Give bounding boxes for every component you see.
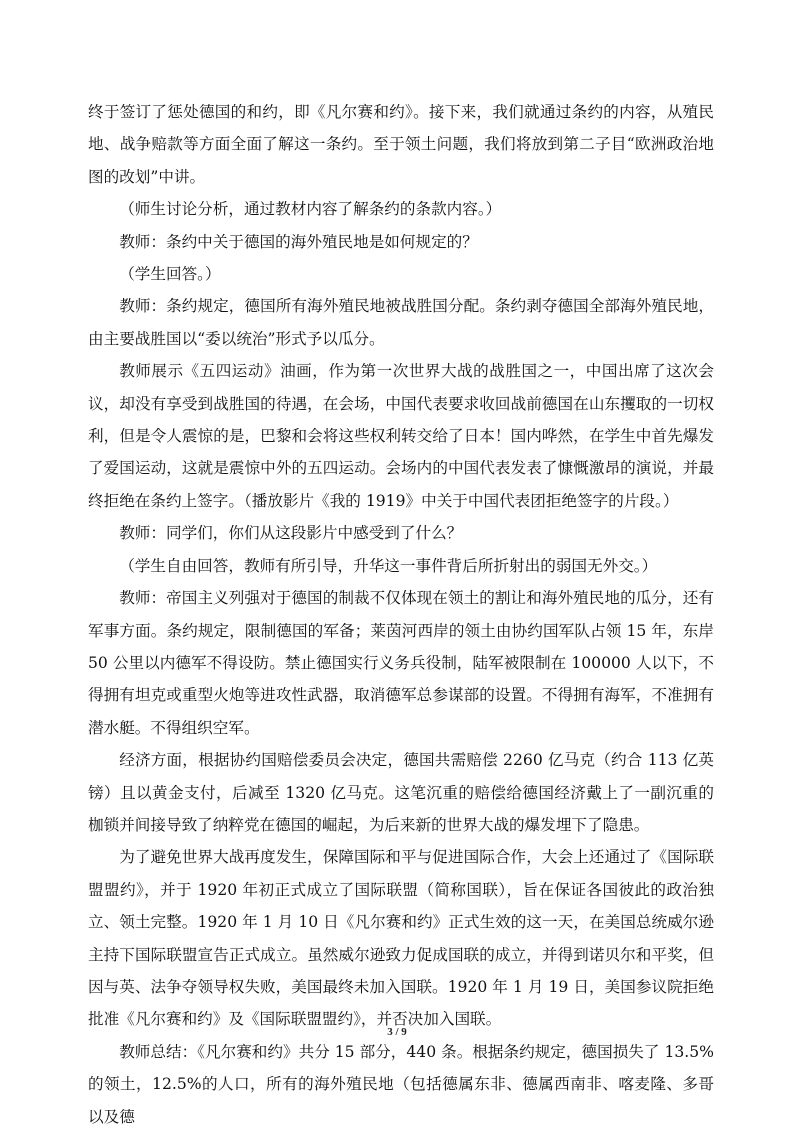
paragraph-4: （学生回答。） (119, 265, 221, 284)
paragraph-1: 终于签订了惩处德国的和约，即《凡尔赛和约》。接下来，我们就通过条约的内容，从殖民地、战争赔款等方面全面了解这一条约。至于领土问题，我们将放到第二子目“欧洲政治地图的改划”中讲。 (88, 103, 714, 186)
paragraph-5: 教师：条约规定，德国所有海外殖民地被战胜国分配。条约剥夺德国全部海外殖民地，由主要战胜国以“委以统治”形式予以瓜分。 (88, 297, 714, 348)
paragraph-2: （师生讨论分析，通过教材内容了解条约的条款内容。） (119, 200, 502, 219)
paragraph-10: 经济方面，根据协约国赔偿委员会决定，德国共需赔偿 2260 亿马克（约合 113 亿英镑）且以黄金支付，后减至 1320 亿马克。这笔沉重的赔偿给德国经济戴上了一副沉重的枷锁并间接导致了纳粹党在德国的崛起，为后来新的世界大战的爆发埋下了隐患。 (88, 751, 714, 834)
paragraph-6: 教师展示《五四运动》油画，作为第一次世界大战的战胜国之一，中国出席了这次会议，却没有享受到战胜国的待遇，在会场，中国代表要求收回战前德国在山东攫取的一切权利，但是令人震惊的是，巴黎和会将这些权利转交给了日本！国内哗然，在学生中首先爆发了爱国运动，这就是震惊中外的五四运动。会场内的中国代表发表了慷慨激昂的演说，并最终拒绝在条约上签字。（播放影片《我的 1919》中关于中国代表团拒绝签字的片段。） (88, 362, 714, 510)
page-number: 3 / 9 (387, 1026, 407, 1038)
paragraph-3: 教师：条约中关于德国的海外殖民地是如何规定的？ (119, 232, 478, 251)
paragraph-8: （学生自由回答，教师有所引导，升华这一事件背后所折射出的弱国无外交。） (119, 556, 658, 575)
paragraph-11: 为了避免世界大战再度发生，保障国际和平与促进国际合作，大会上还通过了《国际联盟盟约》，并于 1920 年初正式成立了国际联盟（简称国联），旨在保证各国彼此的政治独立、领土完整。1920 年 1 月 10 日《凡尔赛和约》正式生效的这一天，在美国总统威尔逊主持下国际联盟宣告正式成立。虽然威尔逊致力促成国联的成立，并得到诺贝尔和平奖，但因与英、法争夺领导权失败，美国最终未加入国联。1920 年 1 月 19 日，美国参议院拒绝批准《凡尔赛和约》及《国际联盟盟约》，并否决加入国联。 (88, 848, 714, 1029)
paragraph-9: 教师：帝国主义列强对于德国的制裁不仅体现在领土的割让和海外殖民地的瓜分，还有军事方面。条约规定，限制德国的军备；莱茵河西岸的领土由协约国军队占领 15 年，东岸 50 公里以内德军不得设防。禁止德国实行义务兵役制，陆军被限制在 100000 人以下，不得拥有坦克或重型火炮等进攻性武器，取消德军总参谋部的设置。不得拥有海军，不准拥有潜水艇。不得组织空军。 (88, 589, 714, 737)
body-text (88, 96, 714, 1133)
paragraph-12: 教师总结：《凡尔赛和约》共分 15 部分，440 条。根据条约规定，德国损失了 13.5%的领土，12.5%的人口，所有的海外殖民地（包括德属东非、德属西南非、喀麦隆、多哥以及德 (88, 1042, 714, 1126)
paragraph-7: 教师：同学们，你们从这段影片中感受到了什么？ (119, 524, 463, 543)
